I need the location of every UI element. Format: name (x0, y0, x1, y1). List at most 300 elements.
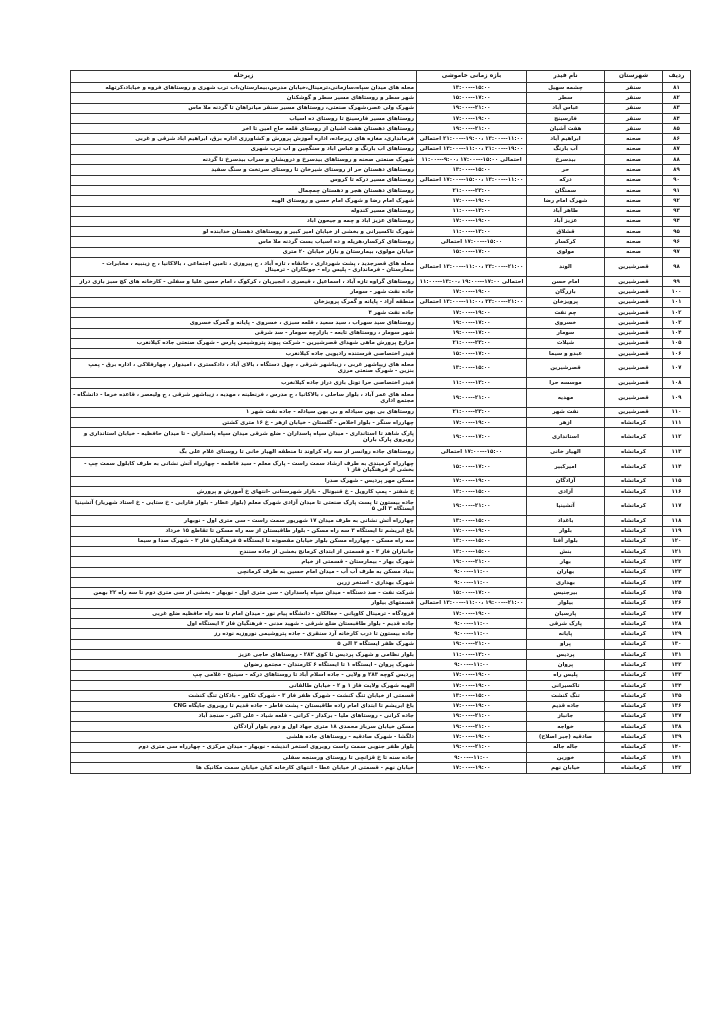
row-number: ۱۱۷ (663, 497, 691, 516)
table-row (71, 567, 691, 577)
feeder-cell: بیلوار (527, 598, 605, 608)
table-row (71, 701, 691, 711)
table-row (71, 388, 691, 407)
time-range-cell: ۱۳:۰۰---۱۵:۰۰ (417, 547, 527, 557)
row-number: ۹۷ (663, 247, 691, 257)
feeder-cell: استانداری (527, 428, 605, 447)
area-cell: سه راه مسکن - چهارراه مسکن بلوار خیابان مقصوده تا ایستگاه ۵ فرهنگیان فاز ۳ - شهرک صدا و سیما (71, 536, 417, 546)
time-range-cell: ۱۹:۰۰---۲۱:۰۰ (417, 639, 527, 649)
feeder-cell: طاهر آباد (527, 206, 605, 216)
row-number: ۱۳۱ (663, 650, 691, 660)
feeder-cell: امام حسن (527, 277, 605, 287)
row-number: ۱۰۱ (663, 297, 691, 307)
city-cell: کرمانشاه (605, 608, 663, 618)
header-city: شهرستان (605, 71, 663, 83)
feeder-cell: تنگ کنشت (527, 691, 605, 701)
row-number: ۸۸ (663, 155, 691, 165)
table-row (71, 753, 691, 763)
city-cell: قصرشیرین (605, 359, 663, 378)
feeder-cell: آتشینیا (527, 497, 605, 516)
area-cell: مسکن مهر پردیس - شهرک صدرا (71, 476, 417, 486)
table-row (71, 196, 691, 206)
row-number: ۹۸ (663, 258, 691, 277)
time-range-cell: ۱۱:۰۰---۱۳:۰۰ (417, 650, 527, 660)
area-cell: شهرک صنعتی صحنه و روستاهای بیدسرخ و درویشان و سراب بیدسرخ تا گردنه (71, 155, 417, 165)
row-number: ۸۹ (663, 165, 691, 175)
area-cell: باغ ابریشم تا ایستگاه ۳ سه راه مسکن - بلوار طاقبستان از سه راه مسکن تا تقاطع ۱۵ خرداد (71, 526, 417, 536)
area-cell: خیابان مولوی، بیمارستان و بازار خیابان ۲۰ متری (71, 247, 417, 257)
area-cell: مسکن خیابان سرباز محمدی ۱۸ متری جهاد اول و دوم بلوار آزادگان (71, 722, 417, 732)
feeder-cell: بیدسرخ (527, 155, 605, 165)
feeder-cell: حر (527, 165, 605, 175)
area-cell: چهارراه آتش نشانی به طرف میدان ۱۷ شهریور سمت راست - سی متری اول - نوبهار (71, 516, 417, 526)
area-cell: روستاهای بی بهن سیادله و بی بهن سیادله - جاده نفت شهر ۱ (71, 407, 417, 417)
area-cell: شهر سومار ، روستاهای تابعه - بازارچه سومار - سد شرقی (71, 328, 417, 338)
feeder-cell: عزیز آباد (527, 216, 605, 226)
area-cell: محله های قصرجدید ، پشت شهرداری ، خانقاه ، تازه آباد ، ج پیروزی ، تامین اجتماعی ، بالاکانیا ، ج زینبیه ، مخابرات - بیمارستان - فرمانداری - پلیس راه - جونکاران - ترمینال (71, 258, 417, 277)
city-cell: قصرشیرین (605, 297, 663, 307)
city-cell: کرمانشاه (605, 457, 663, 476)
time-range-cell: ۱۳:۰۰---۱۵:۰۰ (417, 486, 527, 496)
feeder-cell: نفت شهر (527, 407, 605, 417)
time-range-cell: ۱۹:۰۰---۱۷:۰۰ (417, 428, 527, 447)
table-row (71, 83, 691, 93)
time-range-cell: ۱۹:۰۰---۱۷:۰۰ (417, 328, 527, 338)
city-cell: کرمانشاه (605, 629, 663, 639)
city-cell: سنقر (605, 113, 663, 123)
area-cell: روستاهای اب بارنگ و عباس اباد و سنگچین و اب ترب شهری (71, 144, 417, 154)
table-row (71, 476, 691, 486)
table-row (71, 307, 691, 317)
time-range-cell: ۲۱:۰۰---۲۳:۰۰ (417, 185, 527, 195)
feeder-cell: امیرکبیر (527, 457, 605, 476)
feeder-cell: آب بارنگ (527, 144, 605, 154)
city-cell: قصرشیرین (605, 349, 663, 359)
city-cell: قصرشیرین (605, 338, 663, 348)
row-number: ۱۳۵ (663, 691, 691, 701)
row-number: ۸۷ (663, 144, 691, 154)
row-number: ۸۶ (663, 134, 691, 144)
time-range-cell: ۱۹:۰۰---۱۷:۰۰ (417, 318, 527, 328)
feeder-cell: جاله جاله (527, 742, 605, 752)
time-range-cell: ۱۱:۰۰---۱۳:۰۰ ،۱۹:۰۰---۲۱:۰۰ احتمالی (417, 134, 527, 144)
city-cell: کرمانشاه (605, 428, 663, 447)
feeder-cell: ازهر (527, 418, 605, 428)
area-cell: پارک شاهد تا استانداری - میدان سپاه پاسداران - ضلع شرقی میدان سپاه پاسداران - تا میدان حافظیه - خیابان استانداری و روبروی پارک باران (71, 428, 417, 447)
area-cell: محله های زیباشهر غربی ، زیباشهر شرقی ، چهل دستگاه ، بالای آباد ، دادکستری ، امیدوار ، چهارفلاکی ، اداره برق - پمپ بنزین - شهرک صنعتی مرزی (71, 359, 417, 378)
area-cell: مزارع پرورش ماهی شهدای قصرشیرین - شرکت پیوند پتروشیمی پارس - شهرک صنعتی جاده کیلانغرب (71, 338, 417, 348)
row-number: ۱۱۵ (663, 476, 691, 486)
table-row (71, 732, 691, 742)
table-row (71, 175, 691, 185)
table-row (71, 227, 691, 237)
row-number: ۱۲۱ (663, 547, 691, 557)
city-cell: قصرشیرین (605, 287, 663, 297)
time-range-cell: ۲۱:۰۰---۲۳:۰۰ ،۱۱:۰۰---۱۳:۰۰ احتمالی (417, 258, 527, 277)
time-range-cell: ۱۵:۰۰---۱۷:۰۰ احتمالی (417, 447, 527, 457)
area-cell: روستاهای مسیر فارسینج تا روستای ده اسیاب (71, 113, 417, 123)
area-cell: جاده بیستون تا پست پارک صنعتی تا میدان آزادی شهرک معلم (بلوار عطار - بلوار فارابی - خ ستایی - خ استاد شهریار) آتشینیا ایستگاه ۳ الی ۵ (71, 497, 417, 516)
time-range-cell: ۹:۰۰---۱۱:۰۰ (417, 660, 527, 670)
area-cell: فرودگاه - ترمینال کاوپانی - جغالکان - دانشگاه پیام نور - میدان امام تا سه راه حافظیه ضلع غربی (71, 608, 417, 618)
feeder-cell: بازرگان (527, 287, 605, 297)
area-cell: منطقه آزاد - پایانه و گمرک پرویزخان (71, 297, 417, 307)
time-range-cell: ۱۹:۰۰---۲۱:۰۰ (417, 742, 527, 752)
table-row (71, 277, 691, 287)
feeder-cell: سطر (527, 93, 605, 103)
table-row (71, 113, 691, 123)
table-row (71, 297, 691, 307)
row-number: ۱۱۲ (663, 428, 691, 447)
city-cell: کرمانشاه (605, 598, 663, 608)
feeder-cell: ابراهیم آباد (527, 134, 605, 144)
feeder-cell: پایانه (527, 629, 605, 639)
row-number: ۱۲۳ (663, 567, 691, 577)
time-range-cell: ۹:۰۰---۱۱:۰۰ (417, 753, 527, 763)
table-row (71, 287, 691, 297)
table-row (71, 619, 691, 629)
city-cell: صحنه (605, 196, 663, 206)
feeder-cell: فارسینج (527, 113, 605, 123)
row-number: ۱۲۶ (663, 598, 691, 608)
row-number: ۱۱۱ (663, 418, 691, 428)
feeder-cell: چم نفت (527, 307, 605, 317)
feeder-cell: بهار (527, 557, 605, 567)
row-number: ۹۰ (663, 175, 691, 185)
table-row (71, 378, 691, 388)
row-number: ۱۱۹ (663, 526, 691, 536)
city-cell: صحنه (605, 206, 663, 216)
time-range-cell: ۹:۰۰---۱۱:۰۰ (417, 619, 527, 629)
city-cell: صحنه (605, 134, 663, 144)
area-cell: جاده قدیم - بلوار طاقبستان ضلع شرقی - شهید مدنی - فرهنگیان فاز ۲ ایستگاه اول (71, 619, 417, 629)
city-cell: کرمانشاه (605, 680, 663, 690)
time-range-cell: ۱۳:۰۰---۱۵:۰۰ (417, 691, 527, 701)
city-cell: کرمانشاه (605, 577, 663, 587)
feeder-cell: آزادگان (527, 476, 605, 486)
feeder-cell: تاکسیرانی (527, 680, 605, 690)
area-cell: شهرک تاکسیرانی و بخشی از خیابان امیر کبیر و روستاهای دهستان خدابنده لو (71, 227, 417, 237)
city-cell: کرمانشاه (605, 476, 663, 486)
city-cell: قصرشیرین (605, 328, 663, 338)
city-cell: صحنه (605, 237, 663, 247)
table-row (71, 650, 691, 660)
table-row (71, 155, 691, 165)
city-cell: کرمانشاه (605, 763, 663, 773)
time-range-cell: ۱۷:۰۰---۱۹:۰۰ (417, 196, 527, 206)
time-range-cell: ۲۱:۰۰---۲۳:۰۰ (417, 407, 527, 417)
feeder-cell: خواجه (527, 722, 605, 732)
feeder-cell: باغداد (527, 516, 605, 526)
row-number: ۹۲ (663, 196, 691, 206)
area-cell: قسمتی از خیابان تنگ کنشت - شهرک ظفر فاز ۳ - شهرک تکاور - بادکان تنگ کنشت (71, 691, 417, 701)
feeder-cell: پروان (527, 660, 605, 670)
table-row (71, 134, 691, 144)
row-number: ۱۲۵ (663, 588, 691, 598)
city-cell: کرمانشاه (605, 742, 663, 752)
table-row (71, 763, 691, 773)
row-number: ۱۱۰ (663, 407, 691, 417)
table-row (71, 722, 691, 732)
city-cell: سنقر (605, 103, 663, 113)
feeder-cell: پرویزخان (527, 297, 605, 307)
city-cell: کرمانشاه (605, 486, 663, 496)
city-cell: قصرشیرین (605, 407, 663, 417)
row-number: ۹۱ (663, 185, 691, 195)
row-number: ۹۴ (663, 216, 691, 226)
city-cell: کرمانشاه (605, 691, 663, 701)
row-number: ۱۰۹ (663, 388, 691, 407)
city-cell: کرمانشاه (605, 567, 663, 577)
time-range-cell: ۱۷:۰۰---۱۹:۰۰ (417, 307, 527, 317)
area-cell: روستاهای سید سهراب ، سید سعید ، قلعه سبزی ، خسروی - پایانه و گمرک خسروی (71, 318, 417, 328)
table-row (71, 447, 691, 457)
table-row (71, 457, 691, 476)
row-number: ۱۱۶ (663, 486, 691, 496)
feeder-cell: مهدیه (527, 388, 605, 407)
city-cell: صحنه (605, 144, 663, 154)
table-row (71, 338, 691, 348)
row-number: ۱۲۰ (663, 536, 691, 546)
area-cell: بنیاد مسکن به طرف آب آب - میدان امام حسین به طرف کرمانچی (71, 567, 417, 577)
city-cell: کرمانشاه (605, 753, 663, 763)
time-range-cell: ۱۳:۰۰---۱۵:۰۰ (417, 516, 527, 526)
row-number: ۱۲۲ (663, 557, 691, 567)
table-row (71, 144, 691, 154)
table-row (71, 536, 691, 546)
table-row (71, 418, 691, 428)
feeder-cell: جاده قدیم (527, 701, 605, 711)
area-cell: روستاهای مسیر درکه تا کروس (71, 175, 417, 185)
row-number: ۸۴ (663, 113, 691, 123)
area-cell: شهرک امام رضا و شهرک امام حسن و روستای الهیه (71, 196, 417, 206)
area-cell: چهارراه کرمیندی به طرف ارشاد سمت راست - پارک معلم - سید فاطمه - چهارراه آتش نشانی به طرف کابلول سمت چپ - بخشی از فرهنگیان فاز ۱ (71, 457, 417, 476)
table-row (71, 711, 691, 721)
row-number: ۱۲۷ (663, 608, 691, 618)
feeder-cell: کرکسار (527, 237, 605, 247)
city-cell: کرمانشاه (605, 418, 663, 428)
row-number: ۱۰۶ (663, 349, 691, 359)
row-number: ۱۳۳ (663, 670, 691, 680)
row-number: ۱۳۶ (663, 701, 691, 711)
feeder-cell: مولوی (527, 247, 605, 257)
city-cell: سنقر (605, 83, 663, 93)
area-cell: جاده نفت شهر - سومار (71, 287, 417, 297)
table-row (71, 670, 691, 680)
area-cell: شرکت نفت - صد دستگاه - میدان سپاه پاسداران - سی متری اول - نوبهار - بخشی از سی متری دوم تا سه راه ۲۲ بهمن (71, 588, 417, 598)
area-cell: پردیس کوچه ۲۸۳ و ولایی - جاده اسلام آباد تا روستاهای درکه - سیتیخ - غلامی چپ (71, 670, 417, 680)
time-range-cell: ۱۳:۰۰---۱۵:۰۰ (417, 536, 527, 546)
row-number: ۱۴۰ (663, 742, 691, 752)
city-cell: قصرشیرین (605, 318, 663, 328)
table-row (71, 93, 691, 103)
time-range-cell: ۱۹:۰۰---۲۱:۰۰ (417, 722, 527, 732)
city-cell: صحنه (605, 175, 663, 185)
area-cell: دلگشا - شهرک صادقیه - روستاهای جاده هلشی (71, 732, 417, 742)
city-cell: کرمانشاه (605, 536, 663, 546)
city-cell: قصرشیرین (605, 378, 663, 388)
row-number: ۱۳۹ (663, 732, 691, 742)
table-row (71, 407, 691, 417)
area-cell: شهرک بهداری - استخر زرین (71, 577, 417, 587)
time-range-cell: ۱۱:۰۰---۱۳:۰۰ (417, 378, 527, 388)
feeder-cell: جانباز (527, 711, 605, 721)
feeder-cell: بنش (527, 547, 605, 557)
time-range-cell: ۹:۰۰---۱۱:۰۰ (417, 577, 527, 587)
city-cell: کرمانشاه (605, 711, 663, 721)
table-row (71, 349, 691, 359)
city-cell: کرمانشاه (605, 722, 663, 732)
area-cell: باغ ابریشم تا ابتدای امام زاده طاقبستان - پشت فاطر - جاده قدیم تا روبروی جایگاه CNG (71, 701, 417, 711)
city-cell: کرمانشاه (605, 516, 663, 526)
area-cell: جاده بیستون تا درب کارخانه آرد سنقری - جاده پتروشیمی نوروزیه نوده رز (71, 629, 417, 639)
time-range-cell: ۱۷:۰۰---۱۹:۰۰ (417, 701, 527, 711)
area-cell: شهرک ولی عصر،شهرک صنعتی، روستاهای مسیر سنقر میانراهان تا گردنه ملا ماس (71, 103, 417, 113)
city-cell: صحنه (605, 185, 663, 195)
feeder-cell: بهداری (527, 577, 605, 587)
city-cell: کرمانشاه (605, 650, 663, 660)
table-row (71, 577, 691, 587)
area-cell: روستاهای دهستان هجر و دهستان چمچمال (71, 185, 417, 195)
row-number: ۱۳۲ (663, 660, 691, 670)
row-number: ۱۰۸ (663, 378, 691, 388)
time-range-cell: ۱۷:۰۰---۱۹:۰۰ (417, 287, 527, 297)
time-range-cell: ۱۵:۰۰---۱۷:۰۰ (417, 93, 527, 103)
city-cell: کرمانشاه (605, 619, 663, 629)
time-range-cell: ۲۱:۰۰---۲۳:۰۰ (417, 338, 527, 348)
time-range-cell: ۱۹:۰۰---۲۱:۰۰ ،۱۱:۰۰---۱۳:۰۰ احتمالی (417, 144, 527, 154)
feeder-cell: قصرشیرین (527, 359, 605, 378)
time-range-cell: ۱۷:۰۰---۱۹:۰۰ (417, 763, 527, 773)
row-number: ۹۹ (663, 277, 691, 287)
header-time: بازه زمانی خاموشی (417, 71, 527, 83)
row-number: ۱۳۸ (663, 722, 691, 732)
time-range-cell: ۹:۰۰---۱۱:۰۰ (417, 567, 527, 577)
city-cell: کرمانشاه (605, 732, 663, 742)
header-area: زیرحله (71, 71, 417, 83)
time-range-cell: ۱۳:۰۰---۱۵:۰۰ (417, 359, 527, 378)
row-number: ۱۰۳ (663, 318, 691, 328)
feeder-cell: قشلاق (527, 227, 605, 237)
feeder-cell: هفت آشیان (527, 124, 605, 134)
time-range-cell: ۱۷:۰۰---۱۹:۰۰ (417, 418, 527, 428)
area-cell: خ شفتر - پمپ کارویل - خ قنبونال - بازار شهرستانی -انتهای خ آموزش و پرورش (71, 486, 417, 496)
row-number: ۱۴۱ (663, 753, 691, 763)
time-range-cell: ۱۷:۰۰---۱۹:۰۰ (417, 476, 527, 486)
table-row (71, 103, 691, 113)
row-number: ۸۳ (663, 103, 691, 113)
city-cell: قصرشیرین (605, 258, 663, 277)
area-cell: روستاهای عزیز اباد و چمه و جیحون اباد (71, 216, 417, 226)
row-number: ۱۰۷ (663, 359, 691, 378)
feeder-cell: پارسیان (527, 608, 605, 618)
time-range-cell: ۱۹:۰۰---۲۱:۰۰ (417, 124, 527, 134)
time-range-cell: ۹:۰۰---۱۱:۰۰ (417, 629, 527, 639)
area-cell: خیابان نهم - قسمتی از خیابان عطا - انتهای کارخانه کیان خیابان سمت مکانیک ها (71, 763, 417, 773)
city-cell: کرمانشاه (605, 639, 663, 649)
feeder-cell: عبدو و سیما (527, 349, 605, 359)
feeder-cell: شهرک امام رضا (527, 196, 605, 206)
feeder-cell: عباس آباد (527, 103, 605, 113)
time-range-cell: ۲۱:۰۰---۲۳:۰۰ ،۱۱:۰۰---۱۳:۰۰ احتمالی (417, 297, 527, 307)
table-row (71, 318, 691, 328)
row-number: ۱۱۴ (663, 457, 691, 476)
table-row (71, 608, 691, 618)
feeder-cell: شیلات (527, 338, 605, 348)
table-row (71, 216, 691, 226)
feeder-cell: چشمه سهیل (527, 83, 605, 93)
feeder-cell: الهیار خانی (527, 447, 605, 457)
row-number: ۱۳۷ (663, 711, 691, 721)
table-row (71, 742, 691, 752)
time-range-cell: ۱۷:۰۰---۱۹:۰۰ (417, 113, 527, 123)
feeder-cell: پراو (527, 639, 605, 649)
feeder-cell: الوند (527, 258, 605, 277)
city-cell: قصرشیرین (605, 307, 663, 317)
table-row (71, 486, 691, 496)
city-cell: صحنه (605, 227, 663, 237)
area-cell: فرمانداری، مغازه های زیرجاده، اداره آموزش پرورش و کشاورزی اداره برق، ابراهیم اباد شرقی و غربی (71, 134, 417, 144)
row-number: ۱۱۸ (663, 516, 691, 526)
feeder-cell: بلوار (527, 526, 605, 536)
table-row (71, 206, 691, 216)
city-cell: سنقر (605, 93, 663, 103)
feeder-cell: سمنگان (527, 185, 605, 195)
feeder-cell: خیابان نهم (527, 763, 605, 773)
row-number: ۱۳۰ (663, 639, 691, 649)
row-number: ۹۳ (663, 206, 691, 216)
row-number: ۱۱۳ (663, 447, 691, 457)
feeder-cell: موسسه حرا (527, 378, 605, 388)
header-feeder: نام فیدر (527, 71, 605, 83)
table-row (71, 660, 691, 670)
area-cell: روستاهای دهستان هفت اشیان از روستای قلعه حاج امین تا اخر (71, 124, 417, 134)
area-cell: بلوار نظامی و شهرک پردیس تا کوی ۲۸۲ - روستاهای حاجی عزیز (71, 650, 417, 660)
city-cell: کرمانشاه (605, 670, 663, 680)
time-range-cell: احتمالی ۱۵:۰۰---۱۷:۰۰ ،۹:۰۰---۱۱:۰۰ (417, 155, 527, 165)
feeder-cell: خورین (527, 753, 605, 763)
header-num: ردیف (663, 71, 691, 83)
table-row (71, 547, 691, 557)
table-row (71, 639, 691, 649)
area-cell: فیدر اختصاصی حرا تونل بازی دراز جاده کیلانغرب (71, 378, 417, 388)
row-number: ۸۱ (663, 83, 691, 93)
row-number: ۱۲۹ (663, 629, 691, 639)
time-range-cell: ۱۷:۰۰---۱۹:۰۰ (417, 670, 527, 680)
time-range-cell: ۱۱:۰۰---۱۳:۰۰ (417, 206, 527, 216)
table-row (71, 247, 691, 257)
time-range-cell: ۱۷:۰۰---۱۹:۰۰ (417, 526, 527, 536)
table-row (71, 598, 691, 608)
table-row (71, 237, 691, 247)
row-number: ۹۶ (663, 237, 691, 247)
row-number: ۱۲۸ (663, 619, 691, 629)
city-cell: کرمانشاه (605, 526, 663, 536)
city-cell: کرمانشاه (605, 660, 663, 670)
area-cell: جانبازان فاز ۳ - و قسمتی از ابتدای کرمانج بخشی از جاده سنندج (71, 547, 417, 557)
area-cell: الهیه شهرک ولایت فاز ۱ و ۲ - خیابان طالقانی (71, 680, 417, 690)
city-cell: صحنه (605, 155, 663, 165)
row-number: ۱۴۲ (663, 763, 691, 773)
area-cell: قسمتهای بیلوار (71, 598, 417, 608)
row-number: ۱۰۴ (663, 328, 691, 338)
table-row (71, 588, 691, 598)
row-number: ۱۳۴ (663, 680, 691, 690)
row-number: ۸۵ (663, 124, 691, 134)
city-cell: صحنه (605, 165, 663, 175)
feeder-cell: بیرجنیس (527, 588, 605, 598)
area-cell: جاده کرانی - روستاهای ملیا - برکدار - کرانی - قلعه شیاد - علی اکبر - سنجد آباد (71, 711, 417, 721)
